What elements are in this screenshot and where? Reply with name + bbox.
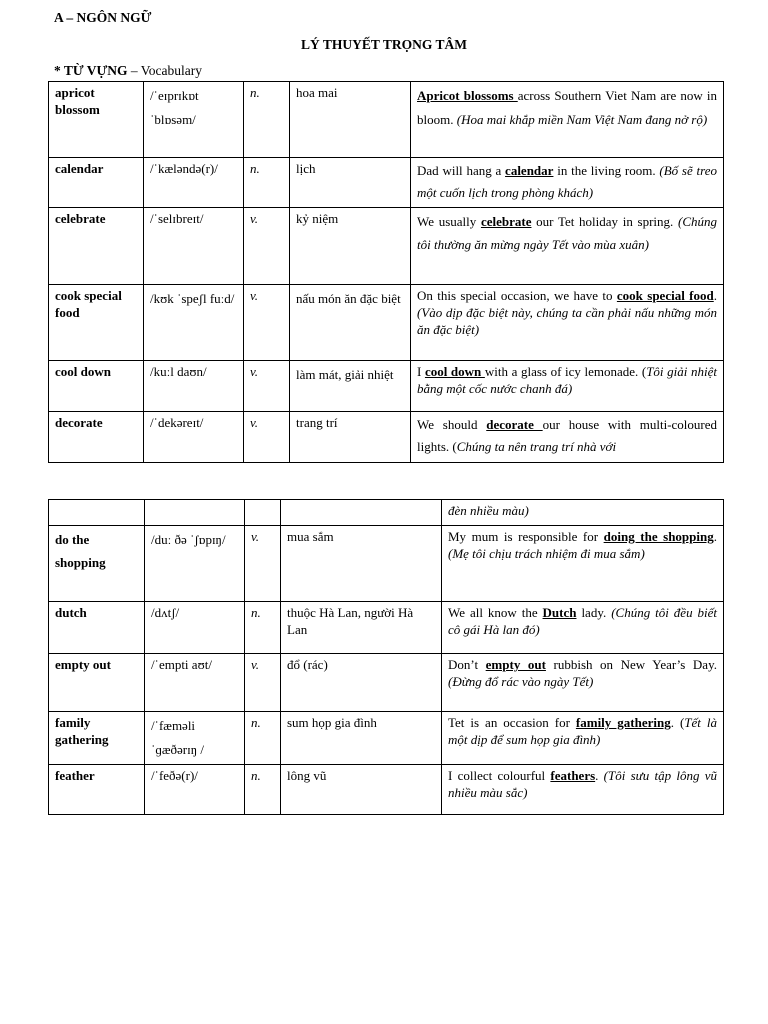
pos-cell: n. xyxy=(244,158,290,208)
ipa-cell: /duː ðə ˈʃɒpɪŋ/ xyxy=(145,526,245,602)
word-cell: apricot blossom xyxy=(49,82,144,158)
example-pre: My mum is responsible for xyxy=(448,529,604,544)
example-post: across Southern Viet Nam are now in bloom. xyxy=(417,88,717,127)
example-translation: (Chúng tôi đều biết cô gái Hà lan đó) xyxy=(448,605,718,637)
word-cell: family gathering xyxy=(49,712,145,765)
ipa-cell: /kʊk ˈspeʃl fuːd/ xyxy=(144,285,244,361)
table-row xyxy=(49,654,724,712)
word-cell: calendar xyxy=(49,158,144,208)
pos-cell: n. xyxy=(245,602,281,654)
example-cell xyxy=(442,654,724,712)
example-post: . xyxy=(713,288,717,303)
ipa-cell: /ˈempti aʊt/ xyxy=(145,654,245,712)
table-row xyxy=(49,208,724,285)
meaning-cell: kỷ niệm xyxy=(290,208,411,285)
ipa-cell: /ˈfeðə(r)/ xyxy=(145,765,245,815)
empty-cell xyxy=(245,500,281,526)
table-row xyxy=(49,712,724,765)
ipa-cell: /ˈselɪbreɪt/ xyxy=(144,208,244,285)
example-keyword: calendar xyxy=(505,163,554,178)
example-post: in the living room. xyxy=(553,163,660,178)
example-post: . xyxy=(595,768,604,783)
example-keyword: feathers xyxy=(550,768,596,783)
pos-cell: v. xyxy=(244,285,290,361)
vocab-dash: – xyxy=(127,63,141,78)
example-keyword: cook special food xyxy=(616,288,714,303)
example-pre: We all know the xyxy=(448,605,543,620)
pos-cell: v. xyxy=(244,361,290,412)
example-post: our house with multi-coloured lights. ( xyxy=(417,417,718,454)
vocab-english: Vocabulary xyxy=(140,63,203,78)
example-post: . ( xyxy=(670,715,685,730)
table-row xyxy=(49,602,724,654)
example-post: our Tet holiday in spring. xyxy=(531,214,678,229)
example-post: rubbish on New Year’s Day. xyxy=(545,657,717,672)
ipa-cell: /kuːl daʊn/ xyxy=(144,361,244,412)
example-pre: We usually xyxy=(417,214,481,229)
example-translation: (Bố sẽ treo một cuốn lịch trong phòng khách) xyxy=(417,163,717,200)
example-keyword: doing the shopping xyxy=(603,529,714,544)
example-translation: Chúng ta nên trang trí nhà với xyxy=(456,439,617,454)
example-pre: I xyxy=(417,364,425,379)
example-pre: On this special occasion, we have to xyxy=(417,288,617,303)
example-translation: (Đừng đổ rác vào ngày Tết) xyxy=(448,674,594,689)
ipa-cell: /ˈdekəreɪt/ xyxy=(144,412,244,463)
pos-cell: v. xyxy=(244,208,290,285)
example-cell xyxy=(411,361,724,412)
example-post: . xyxy=(713,529,717,544)
meaning-cell: nấu món ăn đặc biệt xyxy=(290,285,411,361)
example-translation: (Mẹ tôi chịu trách nhiệm đi mua sắm) xyxy=(448,546,645,561)
table-row xyxy=(49,285,724,361)
example-post: with a glass of icy lemonade. ( xyxy=(484,364,647,379)
meaning-cell: thuộc Hà Lan, người Hà Lan xyxy=(281,602,442,654)
example-pre: Dad will hang a xyxy=(417,163,506,178)
pos-cell: v. xyxy=(245,526,281,602)
example-keyword: Dutch xyxy=(542,605,577,620)
example-post: lady. xyxy=(576,605,612,620)
example-cell xyxy=(442,526,724,602)
example-cell xyxy=(442,602,724,654)
meaning-cell: sum họp gia đình xyxy=(281,712,442,765)
example-keyword: Apricot blossoms xyxy=(417,88,518,103)
vocabulary-heading xyxy=(54,63,202,79)
word-cell: empty out xyxy=(49,654,145,712)
empty-cell xyxy=(281,500,442,526)
table-row xyxy=(49,526,724,602)
word-cell: cook special food xyxy=(49,285,144,361)
word-cell: feather xyxy=(49,765,145,815)
table-row xyxy=(49,158,724,208)
table-row xyxy=(49,82,724,158)
example-pre: I collect colourful xyxy=(448,768,551,783)
pos-cell: n. xyxy=(245,712,281,765)
example-translation: (Hoa mai khắp miền Nam Việt Nam đang nở rộ) xyxy=(456,112,708,127)
example-keyword: family gathering xyxy=(575,715,671,730)
section-label: A – NGÔN NGỮ xyxy=(54,10,152,25)
example-keyword: cool down xyxy=(424,364,485,379)
meaning-cell: trang trí xyxy=(290,412,411,463)
example-translation: (Vào dịp đặc biệt này, chúng ta cần phải nấu những món ăn đặc biệt) xyxy=(417,305,717,337)
word-cell: celebrate xyxy=(49,208,144,285)
table-row xyxy=(49,412,724,463)
vocabulary-table-2 xyxy=(48,499,724,815)
table-row xyxy=(49,765,724,815)
ipa-cell: /ˈeɪprɪkɒt ˈblɒsəm/ xyxy=(144,82,244,158)
meaning-cell: làm mát, giải nhiệt xyxy=(290,361,411,412)
ipa-cell: /ˈkæləndə(r)/ xyxy=(144,158,244,208)
pos-cell: n. xyxy=(244,82,290,158)
example-translation: Tết là một dịp để sum họp gia đình) xyxy=(448,715,717,747)
table-row xyxy=(49,361,724,412)
example-pre: Don’t xyxy=(448,657,486,672)
word-cell: cool down xyxy=(49,361,144,412)
word-cell: decorate xyxy=(49,412,144,463)
example-cell xyxy=(411,285,724,361)
example-translation: (Tôi sưu tập lông vũ nhiều màu sắc) xyxy=(448,768,717,800)
example-keyword: decorate xyxy=(486,417,543,432)
example-cell xyxy=(411,82,724,158)
meaning-cell: lông vũ xyxy=(281,765,442,815)
meaning-cell: hoa mai xyxy=(290,82,411,158)
meaning-cell: đổ (rác) xyxy=(281,654,442,712)
example-cell xyxy=(411,158,724,208)
vocab-prefix: * TỪ VỰNG xyxy=(54,63,128,78)
example-translation: Tôi giải nhiệt bằng một cốc nước chanh đá) xyxy=(417,364,717,396)
example-translation: (Chúng tôi thường ăn mừng ngày Tết vào mùa xuân) xyxy=(417,214,717,252)
ipa-cell: /ˈfæməli ˈɡæðərɪŋ / xyxy=(145,712,245,765)
word-cell: dutch xyxy=(49,602,145,654)
ipa-cell: /dʌtʃ/ xyxy=(145,602,245,654)
empty-cell xyxy=(49,500,145,526)
pos-cell: v. xyxy=(245,654,281,712)
example-cell xyxy=(442,712,724,765)
example-pre: We should xyxy=(417,417,487,432)
example-keyword: empty out xyxy=(485,657,546,672)
word-cell: do the shopping xyxy=(49,526,145,602)
meaning-cell: lịch xyxy=(290,158,411,208)
continuation-cell: đèn nhiều màu) xyxy=(442,500,724,526)
table-row xyxy=(49,500,724,526)
example-cell xyxy=(442,765,724,815)
example-keyword: celebrate xyxy=(480,214,532,229)
meaning-cell: mua sắm xyxy=(281,526,442,602)
pos-cell: n. xyxy=(245,765,281,815)
page-title: LÝ THUYẾT TRỌNG TÂM xyxy=(301,37,467,52)
example-cell xyxy=(411,412,724,463)
example-pre: Tet is an occasion for xyxy=(448,715,576,730)
pos-cell: v. xyxy=(244,412,290,463)
empty-cell xyxy=(145,500,245,526)
example-cell xyxy=(411,208,724,285)
vocabulary-table-1 xyxy=(48,81,724,463)
